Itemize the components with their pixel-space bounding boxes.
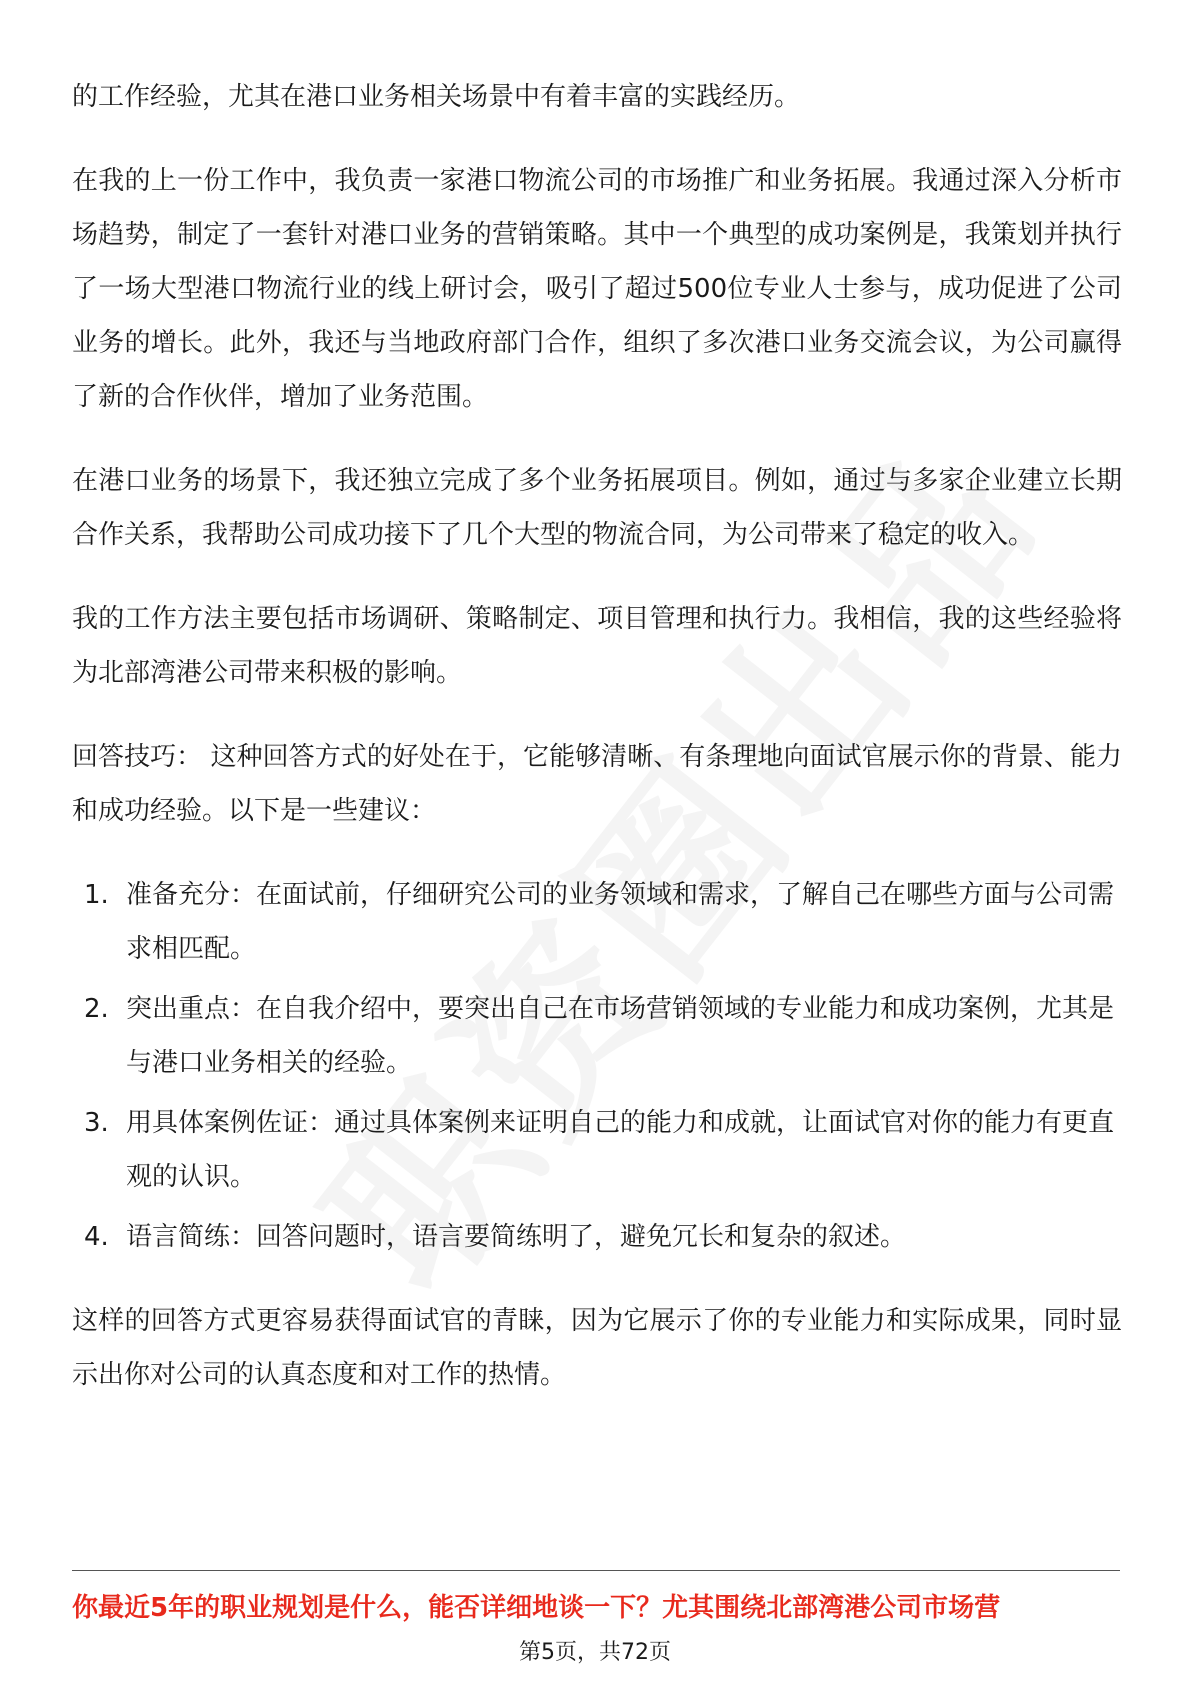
paragraph-previous-job: 在我的上一份工作中，我负责一家港口物流公司的市场推广和业务拓展。我通过深入分析市场趋势，制定了一套针对港口业务的营销策略。其中一个典型的成功案例是，我策划并执行了一场大型港口物流行业的线上研讨会，吸引了超过500位专业人士参与，成功促进了公司业务的增长。此外，我还与当地政府部门合作，组织了多次港口业务交流会议，为公司赢得了新的合作伙伴，增加了业务范围。 [72, 166, 1122, 412]
list-item-number: 2. [84, 994, 109, 1024]
list-item-text: 用具体案例佐证：通过具体案例来证明自己的能力和成就，让面试官对你的能力有更直观的认识。 [126, 1108, 1115, 1192]
paragraph-work-method: 我的工作方法主要包括市场调研、策略制定、项目管理和执行力。我相信，我的这些经验将为北部湾港公司带来积极的影响。 [72, 604, 1122, 688]
list-item-number: 4. [84, 1222, 109, 1252]
page-content [72, 70, 1122, 1432]
paragraph-intro-continued: 的工作经验，尤其在港口业务相关场景中有着丰富的实践经历。 [72, 82, 801, 112]
list-item-number: 3. [84, 1108, 109, 1138]
list-item-text: 准备充分：在面试前，仔细研究公司的业务领域和需求，了解自己在哪些方面与公司需求相匹配。 [126, 880, 1115, 964]
list-item-text: 突出重点：在自我介绍中，要突出自己在市场营销领域的专业能力和成功案例，尤其是与港口业务相关的经验。 [126, 994, 1115, 1078]
page-number: 第5页，共72页 [519, 1640, 671, 1665]
list-item [72, 1096, 1122, 1204]
list-item-text: 语言简练：回答问题时，语言要简练明了，避免冗长和复杂的叙述。 [126, 1222, 907, 1252]
list-item-number: 1. [84, 880, 109, 910]
list-item [72, 1210, 1122, 1264]
list-item [72, 868, 1122, 976]
list-item [72, 982, 1122, 1090]
divider [72, 1570, 1120, 1571]
paragraph-projects: 在港口业务的场景下，我还独立完成了多个业务拓展项目。例如，通过与多家企业建立长期合作关系，我帮助公司成功接下了几个大型的物流合同，为公司带来了稳定的收入。 [72, 466, 1122, 550]
paragraph-closing: 这样的回答方式更容易获得面试官的青睐，因为它展示了你的专业能力和实际成果，同时显示出你对公司的认真态度和对工作的热情。 [72, 1306, 1122, 1390]
paragraph-answer-tips: 回答技巧： 这种回答方式的好处在于，它能够清晰、有条理地向面试官展示你的背景、能力和成功经验。以下是一些建议： [72, 742, 1122, 826]
tips-list [72, 868, 1122, 1264]
next-question-heading: 你最近5年的职业规划是什么，能否详细地谈一下？尤其围绕北部湾港公司市场营 [72, 1593, 1001, 1623]
